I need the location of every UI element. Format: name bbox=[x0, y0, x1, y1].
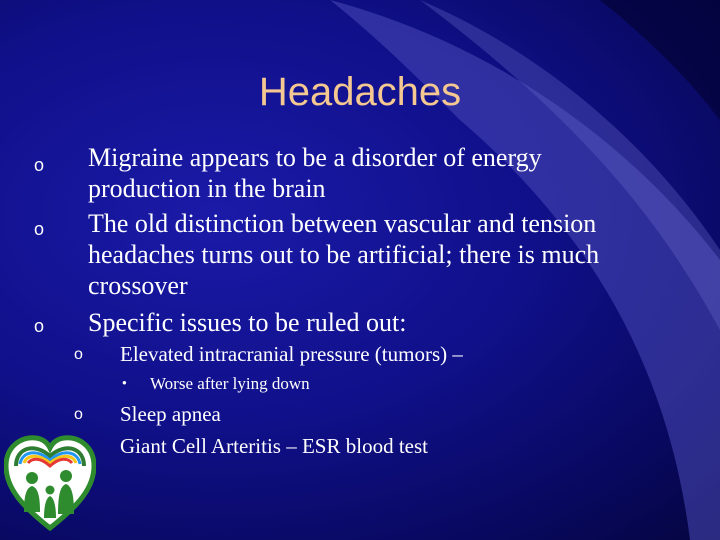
bullet-marker: o bbox=[34, 316, 45, 336]
family-heart-logo-icon bbox=[4, 432, 96, 532]
sub-bullet-marker: o bbox=[74, 406, 83, 423]
sub-bullet-2: Sleep apnea bbox=[120, 402, 221, 426]
sub-bullet-1: Elevated intracranial pressure (tumors) – bbox=[120, 342, 463, 366]
bullet-1-line-2: production in the brain bbox=[88, 174, 326, 203]
sub-bullet-3: Giant Cell Arteritis – ESR blood test bbox=[120, 434, 428, 458]
sub-sub-bullet-1: Worse after lying down bbox=[150, 374, 310, 393]
sub-sub-bullet-marker: ● bbox=[122, 378, 127, 387]
slide-title: Headaches bbox=[258, 70, 462, 114]
bullet-2-line-3: crossover bbox=[88, 271, 188, 300]
bullet-2-line-1: The old distinction between vascular and tension bbox=[88, 209, 597, 238]
bullet-2-line-2: headaches turns out to be artificial; there is much bbox=[88, 240, 600, 269]
bullet-marker: o bbox=[34, 155, 45, 175]
bullet-3-line-1: Specific issues to be ruled out: bbox=[88, 308, 407, 337]
bullet-1-line-1: Migraine appears to be a disorder of energy bbox=[88, 143, 542, 172]
sub-bullet-marker: o bbox=[74, 346, 83, 363]
bullet-marker: o bbox=[34, 219, 45, 239]
